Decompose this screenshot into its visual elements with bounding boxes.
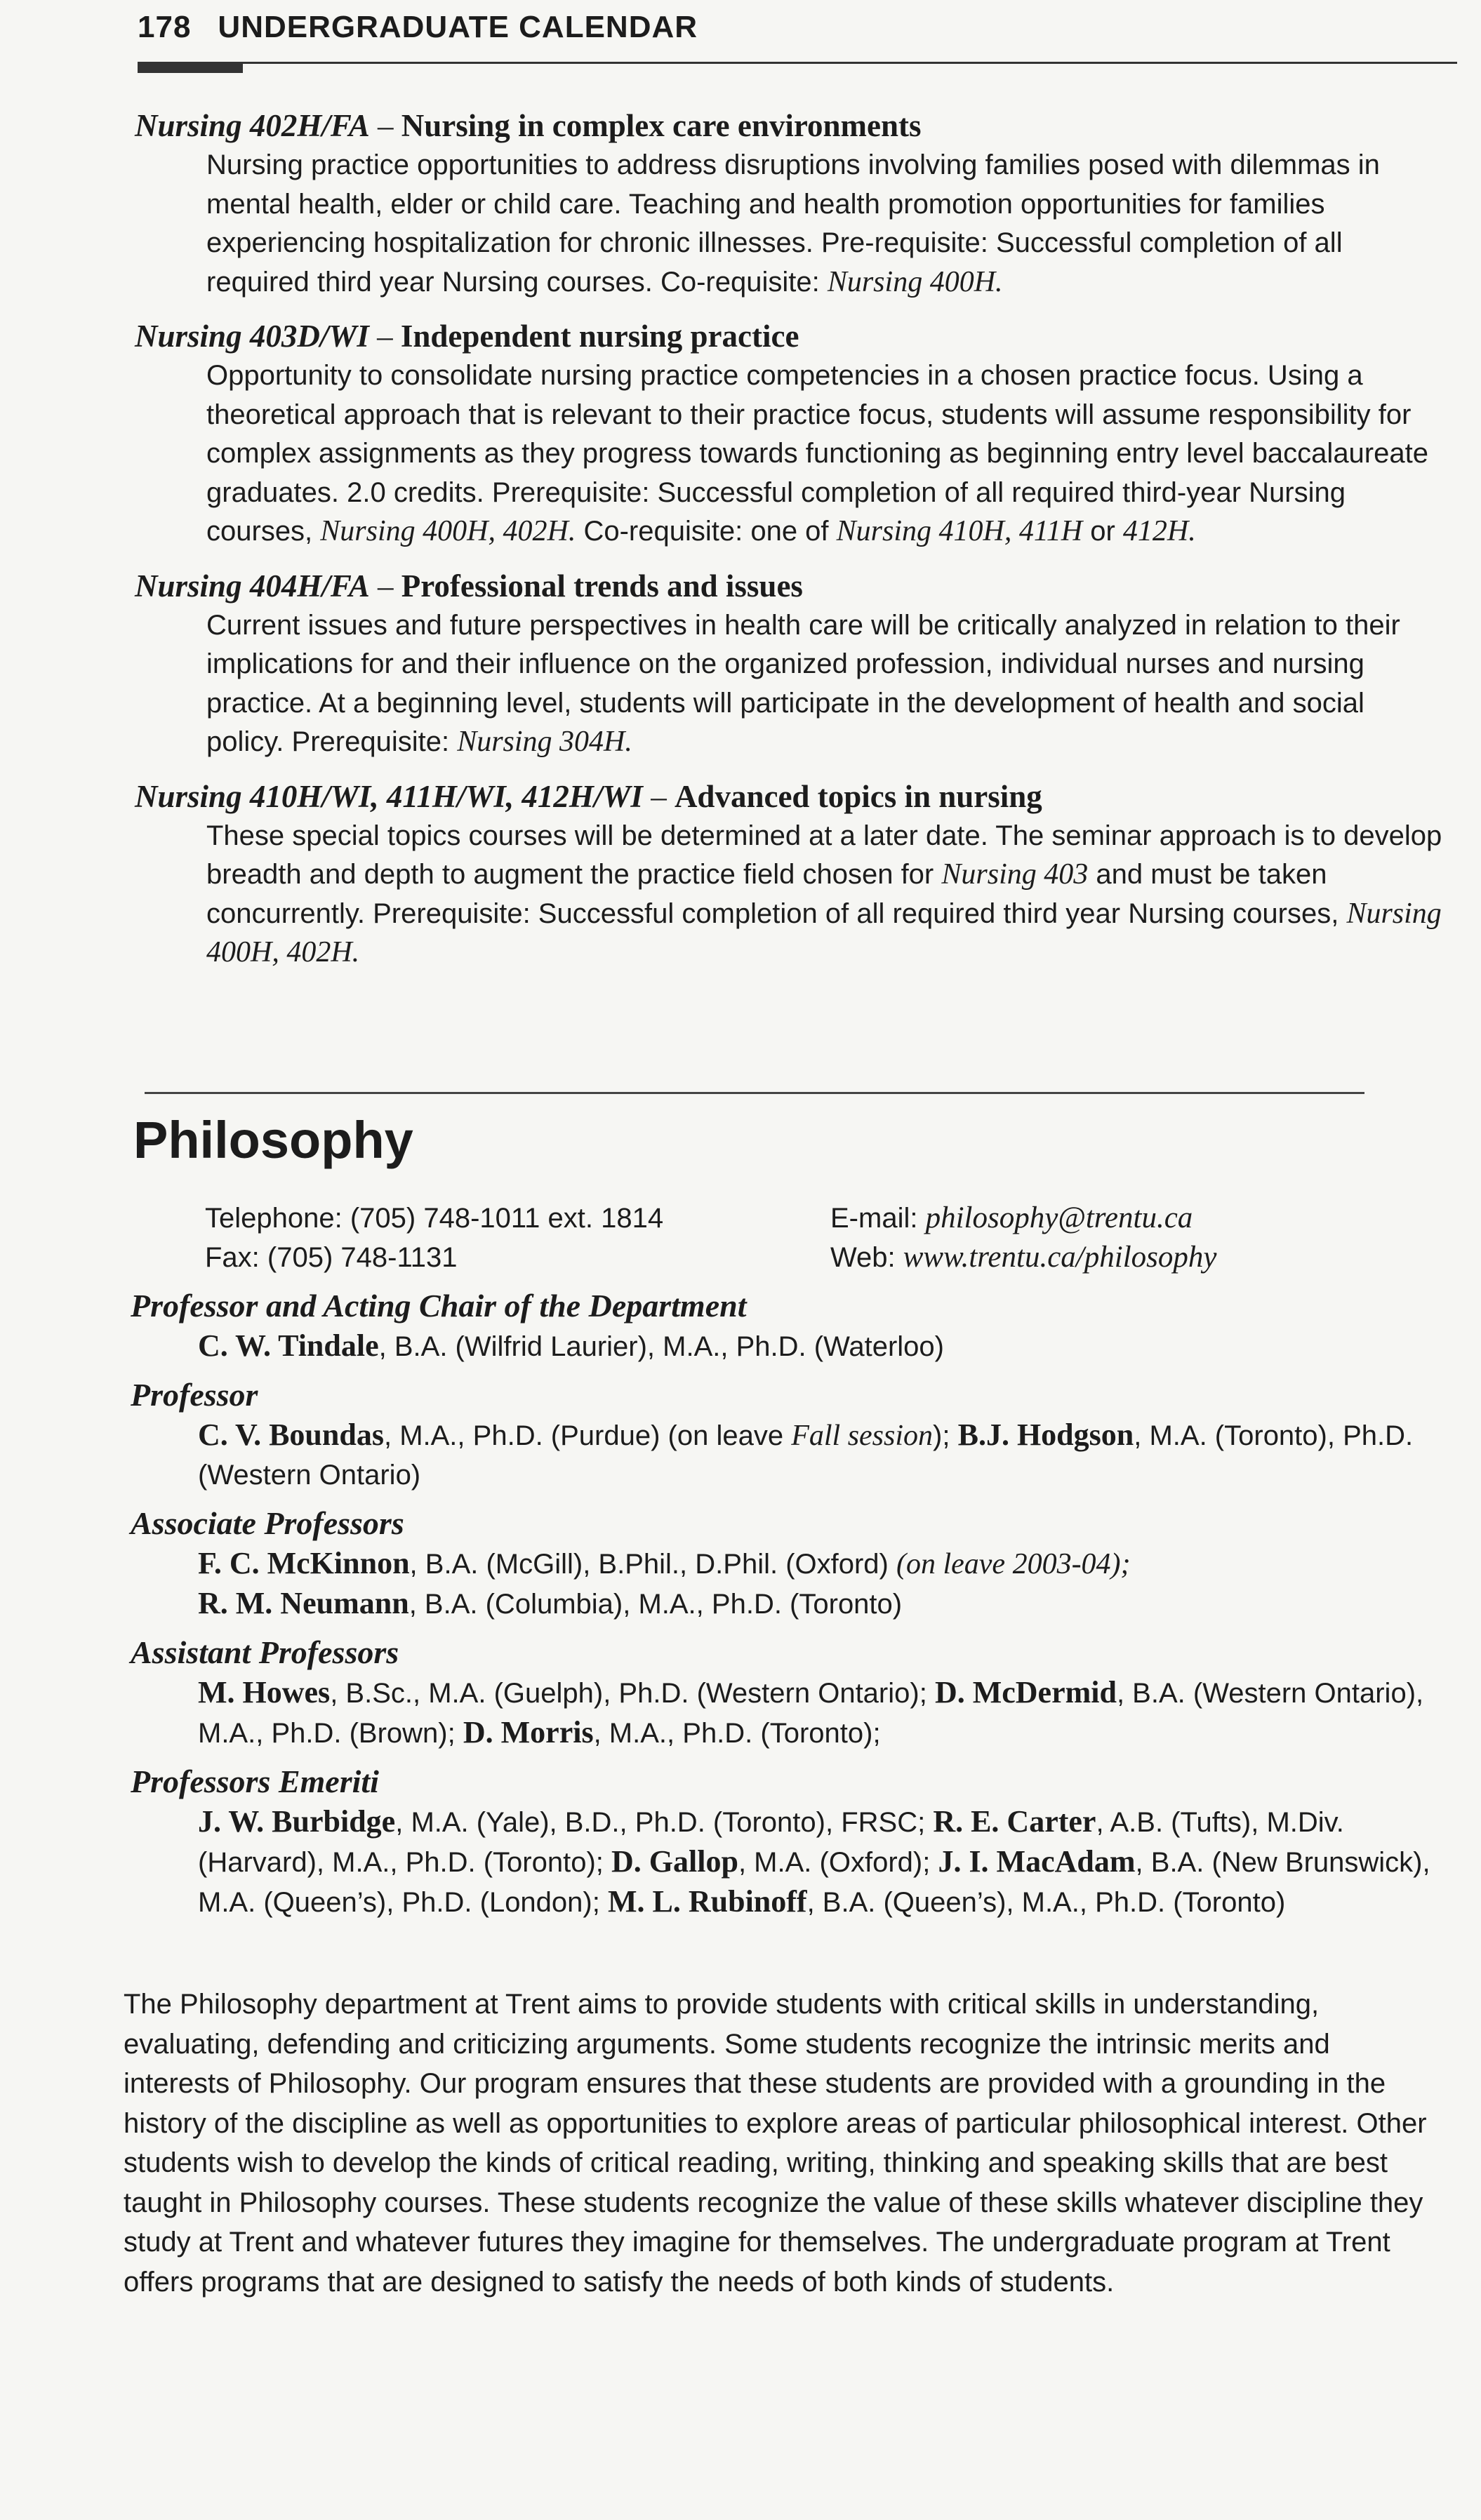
course-title: Advanced topics in nursing bbox=[674, 778, 1042, 814]
faculty-credentials: , B.A. (Wilfrid Laurier), M.A., Ph.D. (Waterloo) bbox=[378, 1331, 944, 1362]
web-label: Web: bbox=[830, 1242, 903, 1273]
course-entry bbox=[135, 776, 1447, 973]
department-title: Philosophy bbox=[133, 1111, 413, 1169]
faculty-name: M. Howes bbox=[198, 1675, 331, 1709]
course-description bbox=[135, 606, 1447, 762]
fax: Fax: (705) 748-1131 bbox=[205, 1242, 458, 1273]
contact-online-block bbox=[830, 1199, 1216, 1277]
course-heading: Nursing 410H/WI, 411H/WI, 412H/WI – Advanced topics in nursing bbox=[135, 778, 1042, 814]
course-title: Professional trends and issues bbox=[401, 568, 803, 604]
course-entry bbox=[135, 566, 1447, 762]
course-entry bbox=[135, 316, 1447, 552]
rank-heading: Professor bbox=[131, 1377, 258, 1413]
rank-heading: Associate Professors bbox=[131, 1505, 404, 1541]
course-reference: Nursing 304H. bbox=[457, 726, 632, 758]
course-description-text: Co-requisite: one of bbox=[576, 516, 837, 547]
faculty-name: F. C. McKinnon bbox=[198, 1546, 410, 1580]
course-code: Nursing 403D/WI bbox=[135, 319, 369, 354]
faculty-name: J. I. MacAdam bbox=[938, 1844, 1136, 1879]
leave-note: Fall session bbox=[791, 1420, 934, 1452]
course-code: Nursing 402H/FA bbox=[135, 108, 370, 143]
web-address: www.trentu.ca/philosophy bbox=[903, 1241, 1217, 1274]
course-description bbox=[135, 356, 1447, 552]
faculty-members bbox=[131, 1544, 1450, 1624]
email-label: E-mail: bbox=[830, 1203, 926, 1234]
section-divider bbox=[145, 1092, 1364, 1094]
rank-heading: Professor and Acting Chair of the Department bbox=[131, 1288, 747, 1324]
faculty-credentials: , M.A. (Oxford); bbox=[738, 1847, 938, 1878]
course-reference: Nursing 400H, 402H. bbox=[206, 897, 1442, 968]
course-reference: Nursing 400H. bbox=[827, 265, 1003, 298]
course-description-text: Nursing practice opportunities to address disruptions involving families posed with dilemmas in mental health, elder or child care. Teaching and health promotion opportunities for families experiencing hospitalization for chronic illnesses. Pre-requisite: Successful completion of all required third year Nursing courses. Co-requisite: bbox=[206, 149, 1380, 298]
course-description-text: Opportunity to consolidate nursing practice competencies in a chosen practice focus. Using a theoretical approach that is relevant to their practice focus, students will assume responsibility for complex assignments as they progress towards functioning as beginning entry level baccalaureate graduates. 2.0 credits. Prerequisite: Successful completion of all required third-year Nursing courses, bbox=[206, 360, 1428, 547]
faculty-credentials: , B.A. (Columbia), M.A., Ph.D. (Toronto) bbox=[409, 1589, 903, 1620]
faculty-credentials: , B.A. (Western Ontario), M.A., Ph.D. (Brown); bbox=[198, 1678, 1424, 1749]
course-description-text: These special topics courses will be determined at a later date. The seminar approach is to develop breadth and depth to augment the practice field chosen for bbox=[206, 820, 1442, 890]
course-code: Nursing 404H/FA bbox=[135, 568, 370, 604]
course-title: Independent nursing practice bbox=[400, 319, 799, 354]
course-reference: 412H. bbox=[1122, 515, 1196, 547]
department-intro: The Philosophy department at Trent aims to provide students with critical skills in understanding, evaluating, defending and criticizing arguments. Some students recognize the intrinsic merits and interests of Philosophy. Our program ensures that these students are provided with a grounding in the history of the discipline as well as opportunities to explore areas of particular philosophical interest. Other students wish to develop the kinds of critical reading, writing, thinking and speaking skills that are best taught in Philosophy courses. These students recognize the value of these skills whatever discipline they study at Trent and whatever futures they imagine for themselves. The undergraduate program at Trent offers programs that are designed to satisfy the needs of both kinds of students. bbox=[124, 1989, 1427, 2298]
page-number: 178 bbox=[138, 10, 192, 44]
contact-phone-block bbox=[205, 1199, 663, 1277]
running-title: UNDERGRADUATE CALENDAR bbox=[218, 10, 698, 44]
email-line bbox=[830, 1199, 1216, 1238]
course-code: Nursing 410H/WI, 411H/WI, 412H/WI bbox=[135, 778, 643, 814]
faculty-name: M. L. Rubinoff bbox=[607, 1884, 807, 1919]
leave-note: (on leave 2003-04); bbox=[896, 1548, 1131, 1580]
faculty-name: C. V. Boundas bbox=[198, 1418, 384, 1452]
web-line bbox=[830, 1238, 1216, 1277]
course-heading: Nursing 403D/WI – Independent nursing practice bbox=[135, 319, 799, 354]
course-reference: Nursing 403 bbox=[941, 858, 1089, 891]
faculty-members bbox=[131, 1673, 1450, 1753]
faculty-name: J. W. Burbidge bbox=[198, 1804, 396, 1839]
faculty-credentials: , M.A. (Yale), B.D., Ph.D. (Toronto), FRSC; bbox=[395, 1807, 934, 1838]
email-address: philosophy@trentu.ca bbox=[925, 1201, 1193, 1234]
rank-heading: Professors Emeriti bbox=[131, 1764, 379, 1799]
course-title: Nursing in complex care environments bbox=[401, 108, 922, 143]
course-description-text: Current issues and future perspectives in health care will be critically analyzed in relation to their implications for and their influence on the organized profession, individual nurses and nursing practice. At a beginning level, students will participate in the development of health and social policy. Prerequisite: bbox=[206, 609, 1400, 757]
faculty-members bbox=[131, 1802, 1450, 1922]
faculty-credentials: , A.B. (Tufts), M.Div. (Harvard), M.A., Ph.D. (Toronto); bbox=[198, 1807, 1344, 1878]
faculty-credentials: , B.A. (Queen’s), M.A., Ph.D. (Toronto) bbox=[806, 1887, 1286, 1918]
running-header bbox=[138, 10, 698, 45]
faculty-name: R. M. Neumann bbox=[198, 1586, 409, 1620]
faculty-credentials: , B.A. (New Brunswick), M.A. (Queen’s), Ph.D. (London); bbox=[198, 1847, 1430, 1918]
header-rule bbox=[138, 62, 1457, 64]
faculty-name: C. W. Tindale bbox=[198, 1328, 379, 1363]
faculty-credentials: , M.A. (Toronto), Ph.D. (Western Ontario) bbox=[198, 1420, 1414, 1491]
course-heading: Nursing 402H/FA – Nursing in complex care environments bbox=[135, 108, 922, 143]
faculty-members bbox=[131, 1326, 1450, 1366]
course-description bbox=[135, 146, 1447, 302]
faculty-name: D. McDermid bbox=[934, 1675, 1117, 1709]
faculty-credentials: , M.A., Ph.D. (Purdue) (on leave bbox=[383, 1420, 792, 1451]
faculty-credentials: , B.Sc., M.A. (Guelph), Ph.D. (Western Ontario); bbox=[330, 1678, 935, 1709]
course-list bbox=[135, 105, 1447, 987]
faculty-name: R. E. Carter bbox=[933, 1804, 1096, 1839]
course-description-text: or bbox=[1082, 516, 1123, 547]
faculty-name: D. Morris bbox=[463, 1715, 594, 1749]
rank-heading: Assistant Professors bbox=[131, 1634, 399, 1670]
course-reference: Nursing 410H, 411H bbox=[836, 515, 1083, 547]
course-heading: Nursing 404H/FA – Professional trends and issues bbox=[135, 568, 803, 604]
faculty-credentials: , M.A., Ph.D. (Toronto); bbox=[593, 1718, 881, 1749]
faculty-members bbox=[131, 1415, 1450, 1495]
faculty-credentials: , B.A. (McGill), B.Phil., D.Phil. (Oxford) bbox=[409, 1549, 896, 1580]
telephone: Telephone: (705) 748-1011 ext. 1814 bbox=[205, 1203, 664, 1234]
faculty-list bbox=[131, 1286, 1450, 1931]
faculty-name: D. Gallop bbox=[611, 1844, 738, 1879]
header-rule-block bbox=[138, 62, 243, 73]
course-description bbox=[135, 817, 1447, 973]
faculty-credentials: ); bbox=[933, 1420, 958, 1451]
course-entry bbox=[135, 105, 1447, 302]
course-reference: Nursing 400H, 402H. bbox=[320, 515, 576, 547]
course-description-text: and must be taken concurrently. Prerequisite: Successful completion of all required third year Nursing courses, bbox=[206, 859, 1347, 929]
faculty-name: B.J. Hodgson bbox=[957, 1418, 1134, 1452]
